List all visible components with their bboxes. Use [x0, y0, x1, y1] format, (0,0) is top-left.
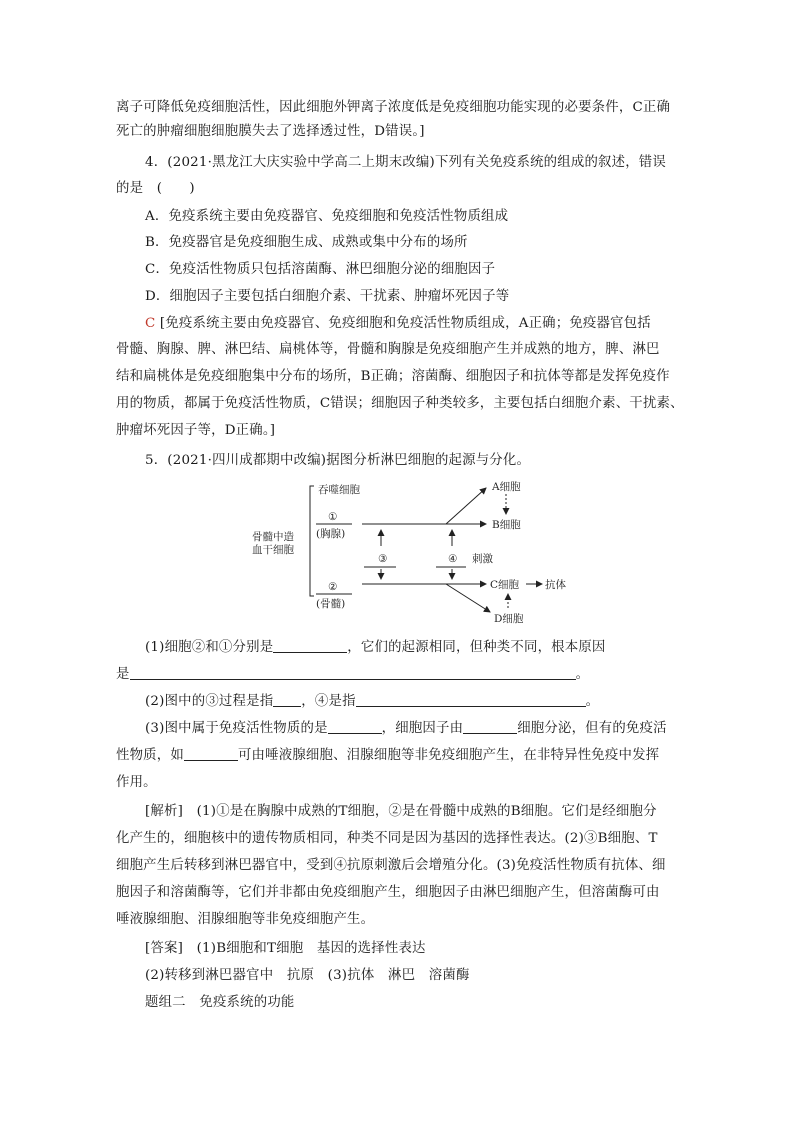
answer-blank[interactable]	[356, 692, 586, 707]
sub-question-text: (3)图中属于免疫活性物质的是	[145, 721, 328, 736]
cell-2-label: ②	[328, 581, 338, 593]
sub-question-text: 性物质，如	[116, 748, 184, 763]
explanation-text: [免疫系统主要由免疫器官、免疫细胞和免疫活性物质组成，A正确；免疫器官包括	[159, 316, 651, 331]
sub-question-1-cont	[116, 664, 682, 686]
analysis-line: [解析] (1)①是在胸腺中成熟的T细胞，②是在骨髓中成熟的B细胞。它们是经细胞分	[145, 804, 657, 819]
answer-line: (2)转移到淋巴器官中 抗原 (3)抗体 淋巴 溶菌酶	[145, 968, 470, 983]
sub-question-text: ，④是指	[301, 694, 356, 709]
phagocyte-label: 吞噬细胞	[318, 484, 360, 496]
d-cell-label: D细胞	[494, 613, 524, 624]
sub-question-text: (1)细胞②和①分别是	[145, 640, 274, 655]
paragraph-line: 死亡的肿瘤细胞细胞膜失去了选择透过性，D错误。]	[116, 124, 425, 139]
sub-question-3-cont	[116, 745, 682, 767]
origin-label: 血干细胞	[252, 544, 294, 556]
question-5-stem: 5．(2021·四川成都期中改编)据图分析淋巴细胞的起源与分化。	[145, 453, 531, 468]
option-a: A．免疫系统主要由免疫器官、免疫细胞和免疫活性物质组成	[145, 209, 509, 224]
option-b: B．免疫器官是免疫细胞生成、成熟或集中分布的场所	[145, 235, 468, 250]
sub-question-text: 。	[575, 667, 590, 682]
analysis-line: 化产生的，细胞核中的遗传物质相同，种类不同是因为基因的选择性表达。(2)③B细胞、T	[116, 831, 658, 846]
answer-blank[interactable]	[328, 719, 382, 734]
question-4-stem: 4．(2021·黑龙江大庆实验中学高二上期末改编)下列有关免疫系统的组成的叙述，错误	[145, 155, 666, 170]
a-cell-label: A细胞	[492, 481, 521, 493]
lymphocyte-origin-diagram	[250, 476, 580, 624]
analysis-line: 唾液腺细胞、泪腺细胞等非免疫细胞产生。	[116, 912, 375, 927]
section-title: 题组二 免疫系统的功能	[145, 995, 295, 1010]
sub-question-3-end: 作用。	[116, 775, 157, 790]
paragraph-line: 离子可降低免疫细胞活性，因此细胞外钾离子浓度低是免疫细胞功能实现的必要条件，C正确	[116, 100, 671, 115]
question-4-stem: 的是 ( )	[116, 181, 195, 196]
sub-question-3	[145, 718, 711, 740]
explanation-line: 结和扁桃体是免疫细胞集中分布的场所，B正确；溶菌酶、细胞因子和抗体等都是发挥免疫作	[116, 369, 670, 384]
sub-question-text: 。	[585, 694, 600, 709]
stimulus-label: 刺激	[472, 553, 493, 565]
antibody-label: 抗体	[545, 579, 566, 591]
sub-question-text: 是	[116, 667, 130, 682]
question-4-explanation	[145, 313, 711, 335]
sub-question-text: ，它们的起源相同，但种类不同，根本原因	[347, 640, 606, 655]
cell-2-note: (骨髓)	[316, 598, 346, 610]
arrow-to-d-cell	[446, 584, 490, 612]
sub-question-text: 细胞分泌，但有的免疫活	[517, 721, 667, 736]
b-cell-label: B细胞	[492, 519, 521, 531]
analysis-line: 胞因子和溶菌酶等，它们并非都由免疫细胞产生，细胞因子由淋巴细胞产生，但溶菌酶可由	[116, 885, 660, 900]
sub-question-text: ，细胞因子由	[381, 721, 464, 736]
answer-blank[interactable]	[130, 665, 576, 680]
process-4-label: ④	[448, 553, 458, 565]
option-d: D．细胞因子主要包括白细胞介素、干扰素、肿瘤坏死因子等	[145, 289, 510, 304]
explanation-line: 骨髓、胸腺、脾、淋巴结、扁桃体等，骨髓和胸腺是免疫细胞产生并成熟的地方，脾、淋巴	[116, 342, 660, 357]
option-c: C．免疫活性物质只包括溶菌酶、淋巴细胞分泌的细胞因子	[145, 262, 496, 277]
cell-1-label: ①	[328, 511, 338, 523]
cell-1-note: (胸腺)	[316, 528, 346, 540]
answer-letter: C	[145, 316, 156, 331]
explanation-line: 肿瘤坏死因子等，D正确。]	[116, 423, 276, 438]
analysis-line: 细胞产生后转移到淋巴器官中，受到④抗原刺激后会增殖分化。(3)免疫活性物质有抗体、细	[116, 858, 666, 873]
arrow-to-a-cell	[446, 488, 486, 524]
sub-question-text: 可由唾液腺细胞、泪腺细胞等非免疫细胞产生，在非特异性免疫中发挥	[237, 748, 660, 763]
origin-label: 骨髓中造	[252, 531, 294, 543]
answer-line: [答案] (1)B细胞和T细胞 基因的选择性表达	[145, 941, 426, 956]
answer-blank[interactable]	[273, 692, 301, 707]
explanation-line: 用的物质，都属于免疫活性物质，C错误；细胞因子种类较多，主要包括白细胞介素、干扰素、	[116, 396, 684, 411]
answer-blank[interactable]	[463, 719, 517, 734]
sub-question-1	[145, 637, 711, 659]
sub-question-2	[145, 691, 711, 713]
bracket-line	[310, 486, 314, 596]
c-cell-label: C细胞	[490, 579, 520, 591]
answer-blank[interactable]	[184, 746, 238, 761]
sub-question-text: (2)图中的③过程是指	[145, 694, 274, 709]
process-3-label: ③	[378, 553, 388, 565]
answer-blank[interactable]	[273, 638, 347, 653]
